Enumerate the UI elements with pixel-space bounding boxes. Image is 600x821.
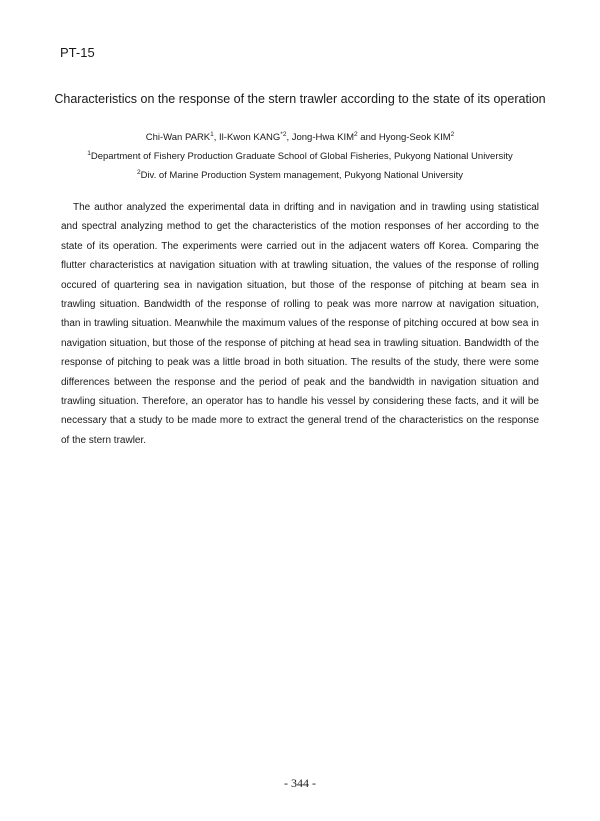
page-number: - 344 - (284, 776, 316, 790)
author-superscript: 2 (450, 131, 455, 138)
affiliation-line (30, 147, 570, 166)
author-name: Il-Kwon KANG (219, 132, 281, 143)
affiliation-superscript: 1 (87, 150, 91, 157)
author-superscript: 2 (354, 131, 358, 138)
paper-code: PT-15 (60, 45, 95, 60)
affiliation-text: Department of Fishery Production Graduate School of Global Fisheries, Pukyong National University (90, 151, 513, 162)
affiliation-superscript: 2 (136, 169, 141, 176)
author-separator: and (357, 132, 379, 143)
affiliation-line (30, 166, 570, 185)
author-superscript: *2 (280, 131, 287, 138)
author-superscript: 1 (210, 131, 214, 138)
author-separator: , (286, 132, 292, 143)
author-name: Chi-Wan PARK (145, 132, 211, 143)
author-line (30, 128, 570, 147)
abstract-paragraph: The author analyzed the experimental data in drifting and in navigation and in trawling using statistical and spectral analyzing method to get the characteristics of the motion responses of her according to the state of its operation. The experiments were carried out in the adjacent waters off Korea. Comparing the flutter characteristics at navigation situation with at trawling situation, the values of the response of rolling occured of quartering sea in navigation situation, but those of the response of pitching at beam sea in trawling situation. Bandwidth of the response of rolling to peak was more narrow at navigation situation, than in trawling situation. Meanwhile the maximum values of the response of pitching occured at bow sea in navigation situation, but those of the response of pitching at head sea in trawling situation. Bandwidth of the response of pitching to peak was a little broad in both situation. The results of the study, there were some differences between the response and the period of peak and the bandwidth in navigation situation and trawling situation. Therefore, an operator has to handle his vessel by considering these facts, and it will be necessary that a study to be made more to extract the general trend of the characteristics on the response of the stern trawler. (61, 202, 539, 446)
author-separator: , (213, 132, 220, 143)
affiliation-text: Div. of Marine Production System management, Pukyong National University (140, 170, 464, 181)
paper-title: Characteristics on the response of the stern trawler according to the state of its operation (54, 92, 546, 106)
author-block (30, 128, 570, 185)
author-name: Hyong-Seok KIM (378, 132, 451, 143)
author-name: Jong-Hwa KIM (291, 132, 355, 143)
